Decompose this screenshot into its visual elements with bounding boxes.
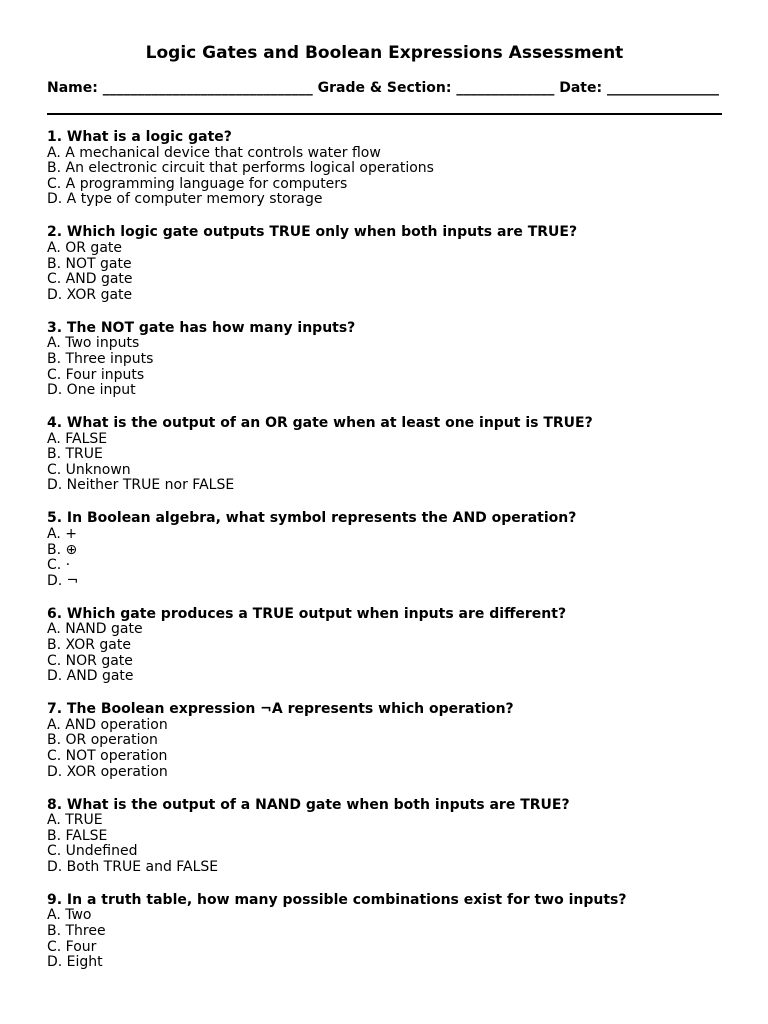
question-text: 5. In Boolean algebra, what symbol represents the AND operation? (47, 510, 577, 527)
page-title: Logic Gates and Boolean Expressions Assessment (145, 43, 624, 63)
answer-option: D. ¬ (47, 572, 79, 589)
date-blank: ________________ (606, 80, 719, 96)
answer-option: B. NOT gate (47, 255, 132, 272)
answer-option: C. Undefined (47, 843, 138, 860)
question-block (47, 321, 722, 399)
answer-option: A. FALSE (47, 430, 108, 447)
answer-option: C. Four (47, 938, 97, 955)
answer-option: B. ⊕ (47, 541, 78, 558)
answer-option: A. NAND gate (47, 621, 143, 638)
grade-section-label: Grade & Section: (317, 80, 452, 96)
name-blank: ______________________________ (102, 80, 313, 96)
answer-option: B. TRUE (47, 446, 103, 463)
answer-option: D. A type of computer memory storage (47, 191, 323, 208)
answer-option: C. AND gate (47, 271, 133, 288)
answer-option: B. Three (47, 923, 106, 940)
question-text: 4. What is the output of an OR gate when at least one input is TRUE? (47, 415, 593, 432)
question-block (47, 511, 722, 589)
question-block (47, 130, 722, 208)
answer-option: D. XOR gate (47, 286, 133, 303)
answer-option: A. TRUE (47, 812, 103, 829)
answer-option: D. Eight (47, 954, 103, 971)
answer-option: B. An electronic circuit that performs logical operations (47, 160, 434, 177)
answer-option: A. AND operation (47, 716, 168, 733)
question-block (47, 702, 722, 780)
answer-option: C. Four inputs (47, 366, 145, 383)
question-block (47, 416, 722, 494)
answer-option: C. NOR gate (47, 652, 133, 669)
question-text: 8. What is the output of a NAND gate when both inputs are TRUE? (47, 796, 570, 813)
question-block (47, 607, 722, 685)
answer-option: D. Both TRUE and FALSE (47, 858, 219, 875)
answer-option: D. Neither TRUE nor FALSE (47, 477, 235, 494)
answer-option: B. OR operation (47, 732, 158, 749)
answer-option: B. FALSE (47, 827, 108, 844)
student-info-line (47, 79, 722, 97)
answer-option: D. AND gate (47, 668, 134, 685)
name-label: Name: (47, 80, 98, 96)
answer-option: B. Three inputs (47, 350, 154, 367)
question-text: 6. Which gate produces a TRUE output when inputs are different? (47, 605, 567, 622)
question-text: 9. In a truth table, how many possible combinations exist for two inputs? (47, 891, 627, 908)
answer-option: A. A mechanical device that controls water flow (47, 144, 381, 161)
date-label: Date: (559, 80, 603, 96)
answer-option: A. OR gate (47, 239, 122, 256)
answer-option: D. XOR operation (47, 763, 168, 780)
answer-option: C. Unknown (47, 461, 131, 478)
question-text: 7. The Boolean expression ¬A represents which operation? (47, 701, 514, 718)
header-divider (47, 113, 722, 115)
question-block (47, 798, 722, 876)
answer-option: B. XOR gate (47, 636, 131, 653)
answer-option: C. · (47, 557, 71, 574)
grade-section-blank: ______________ (456, 80, 555, 96)
question-text: 2. Which logic gate outputs TRUE only when both inputs are TRUE? (47, 224, 578, 241)
answer-option: A. Two (47, 907, 92, 924)
question-block (47, 893, 722, 971)
answer-option: A. Two inputs (47, 335, 140, 352)
answer-option: C. NOT operation (47, 747, 168, 764)
answer-option: D. One input (47, 382, 136, 399)
question-text: 1. What is a logic gate? (47, 129, 232, 145)
answer-option: A. + (47, 526, 77, 543)
answer-option: C. A programming language for computers (47, 175, 348, 192)
question-block (47, 225, 722, 303)
question-text: 3. The NOT gate has how many inputs? (47, 319, 356, 336)
question-list (47, 130, 722, 988)
